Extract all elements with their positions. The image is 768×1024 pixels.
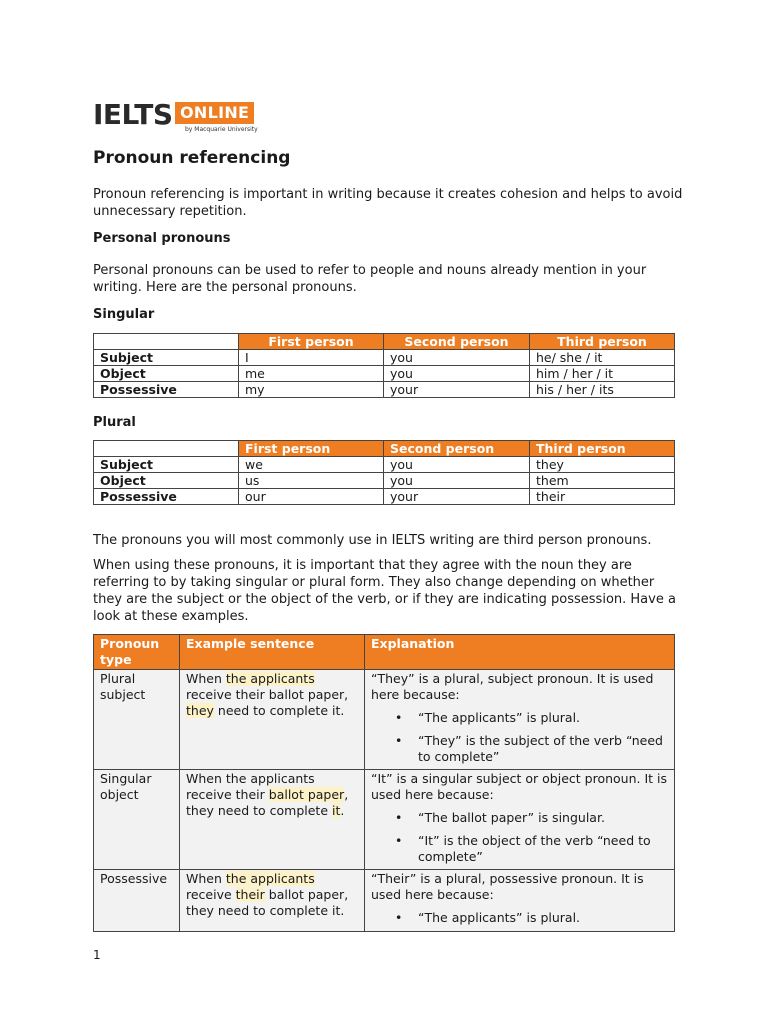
example-sentence-cell: [180, 670, 365, 770]
bullet-item: • “The applicants” is plural.: [371, 910, 668, 926]
blank-header-cell: [94, 334, 239, 350]
table-cell: you: [384, 457, 530, 473]
row-label: Possessive: [94, 382, 239, 398]
pronoun-type-cell: Plural subject: [94, 670, 180, 770]
highlighted-phrase: the applicants: [225, 671, 315, 686]
header-cell: Third person: [530, 441, 675, 457]
sentence-text: need to complete it.: [213, 703, 345, 718]
highlighted-phrase: their: [235, 887, 265, 902]
highlighted-phrase: it: [331, 803, 341, 818]
explanation-text: “Their” is a plural, possessive pronoun. It is used here because:: [371, 871, 644, 902]
header-cell: Third person: [530, 334, 675, 350]
header-cell: Second person: [384, 334, 530, 350]
singular-heading: Singular: [93, 307, 155, 322]
pronoun-type-cell: Possessive: [94, 870, 180, 932]
row-label: Subject: [94, 457, 239, 473]
table-cell: they: [530, 457, 675, 473]
sentence-text: receive their ballot paper,: [186, 687, 349, 702]
example-sentence-cell: [180, 770, 365, 870]
logo-tagline: by Macquarie University: [185, 126, 258, 133]
table-row: [94, 350, 675, 366]
page-number: 1: [93, 948, 101, 962]
table-row: [94, 770, 675, 870]
sentence-text: .: [340, 803, 345, 818]
table-header-row: [94, 334, 675, 350]
examples-table: [93, 634, 675, 932]
table-cell: me: [239, 366, 384, 382]
table-header-row: [94, 441, 675, 457]
table-cell: them: [530, 473, 675, 489]
table-cell: you: [384, 366, 530, 382]
sentence-text: , they need to complete: [186, 787, 349, 818]
sentence-text: When: [186, 871, 226, 886]
pronoun-type-cell: Singular object: [94, 770, 180, 870]
table-cell: your: [384, 489, 530, 505]
sentence-text: When: [186, 671, 226, 686]
logo-badge: ONLINE: [175, 102, 254, 124]
table-row: [94, 366, 675, 382]
header-cell: Explanation: [365, 635, 675, 670]
row-label: Subject: [94, 350, 239, 366]
table-row: [94, 457, 675, 473]
table-cell: you: [384, 350, 530, 366]
intro-paragraph: Pronoun referencing is important in writing because it creates cohesion and helps to avoid unnecessary repetition.: [93, 187, 683, 219]
header-cell: First person: [239, 334, 384, 350]
table-cell: his / her / its: [530, 382, 675, 398]
table-cell: their: [530, 489, 675, 505]
explanation-cell: [365, 770, 675, 870]
table-cell: my: [239, 382, 384, 398]
bullet-item: • “They” is the subject of the verb “need to complete”: [371, 733, 668, 765]
table-row: [94, 489, 675, 505]
table-row: [94, 670, 675, 770]
highlighted-phrase: ballot paper: [268, 787, 345, 802]
example-sentence-cell: [180, 870, 365, 932]
row-label: Object: [94, 366, 239, 382]
header-cell: First person: [239, 441, 384, 457]
blank-header-cell: [94, 441, 239, 457]
sentence-text: When the applicants receive their: [186, 771, 315, 802]
table-row: [94, 473, 675, 489]
singular-table: [93, 333, 675, 398]
explanation-cell: [365, 870, 675, 932]
row-label: Object: [94, 473, 239, 489]
table-cell: our: [239, 489, 384, 505]
personal-pronouns-paragraph: Personal pronouns can be used to refer to people and nouns already mention in your writing. Here are the personal pronouns.: [93, 263, 647, 295]
table-cell: your: [384, 382, 530, 398]
table-header-row: [94, 635, 675, 670]
logo-brand: IELTS: [93, 98, 173, 131]
row-label: Possessive: [94, 489, 239, 505]
sentence-text: ballot paper, they need to complete it.: [186, 887, 349, 918]
bullet-item: • “It” is the object of the verb “need to complete”: [371, 833, 668, 865]
table-cell: he/ she / it: [530, 350, 675, 366]
personal-pronouns-heading: Personal pronouns: [93, 231, 231, 246]
plural-heading: Plural: [93, 415, 136, 430]
highlighted-phrase: the applicants: [225, 871, 315, 886]
agreement-paragraph: When using these pronouns, it is important that they agree with the noun they are referring to by taking singular or plural form. They also change depending on whether they are the subject or the object of the verb, or if they are indicating possession. Have a look at these examples.: [93, 558, 676, 624]
page-title: Pronoun referencing: [93, 148, 291, 168]
table-row: [94, 382, 675, 398]
header-cell: Example sentence: [180, 635, 365, 670]
third-person-paragraph: The pronouns you will most commonly use in IELTS writing are third person pronouns.: [93, 533, 652, 548]
table-row: [94, 870, 675, 932]
table-cell: us: [239, 473, 384, 489]
header-cell: Pronoun type: [94, 635, 180, 670]
highlighted-phrase: they: [186, 703, 214, 718]
table-cell: I: [239, 350, 384, 366]
bullet-item: • “The applicants” is plural.: [371, 710, 668, 726]
explanation-text: “It” is a singular subject or object pronoun. It is used here because:: [371, 771, 668, 802]
explanation-cell: [365, 670, 675, 770]
header-cell: Second person: [384, 441, 530, 457]
bullet-item: • “The ballot paper” is singular.: [371, 810, 668, 826]
sentence-text: receive: [186, 887, 236, 902]
table-cell: him / her / it: [530, 366, 675, 382]
table-cell: you: [384, 473, 530, 489]
explanation-text: “They” is a plural, subject pronoun. It is used here because:: [371, 671, 654, 702]
table-cell: we: [239, 457, 384, 473]
plural-table: [93, 440, 675, 505]
